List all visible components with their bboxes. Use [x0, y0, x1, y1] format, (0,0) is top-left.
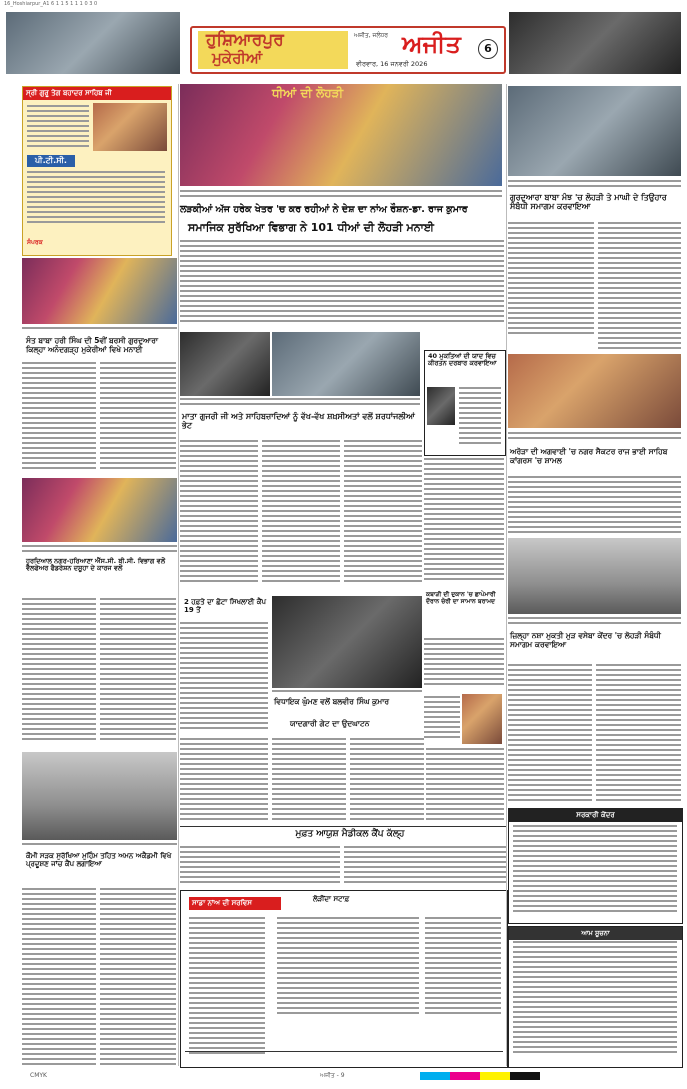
lead-photo: [180, 84, 502, 186]
right-top-photo: [508, 86, 681, 176]
left-story1-photo: [22, 258, 177, 324]
bottom-ad-divider: [185, 1051, 503, 1052]
center-story4-body: [424, 638, 504, 692]
ad-left-text-2: [27, 171, 165, 233]
left-story3-body-2: [100, 888, 176, 1068]
center-story3-caption: [272, 690, 422, 696]
center-story4-body-2: [424, 696, 460, 744]
ad-left: [22, 86, 172, 256]
box-story-photo: [427, 387, 455, 425]
lead-photo-caption: [180, 190, 502, 202]
right-bottom-notice-text: [513, 941, 677, 1061]
center-story3-body-3: [426, 748, 504, 824]
masthead-title-line1: ਹੁਸ਼ਿਆਰਪੁਰ: [206, 30, 284, 50]
masthead-right-photo: [509, 12, 681, 74]
right-story3-body-2: [596, 664, 681, 804]
left-story2-body-2: [100, 598, 176, 744]
masthead-left-photo: [6, 12, 180, 74]
center-photos-caption: [180, 398, 420, 408]
ad-left-title: ਸ੍ਰੀ ਗੁਰੂ ਤੇਗ ਬਹਾਦਰ ਸਾਹਿਬ ਜੀ: [23, 87, 171, 100]
print-slug: 16_Hoshiarpur_A1 6 1 1 5 1 1 1 0 3 0: [4, 1, 98, 7]
left-story2-headline: ਹਰਦਿਆਲ ਨਗਰ-ਹਰਿਆਣਾ ਐੱਸ.ਸੀ. ਬੀ.ਸੀ. ਵਿਭਾਗ ਵਲੋਂ ਵੈੱਲਫੇਅਰ ਫੈਡਰੇਸ਼ਨ ਦਸੂਹਾ ਦੇ ਕਾਰਜ ਵਲੋਂ: [26, 557, 166, 573]
ad-left-footer: ਸੰਪਰਕ: [27, 239, 43, 246]
center-story3-body-2: [350, 738, 424, 824]
left-story1-body: [22, 362, 96, 474]
left-story3-body: [22, 888, 96, 1068]
bottom-ad-subtitle: ਲੋੜੀਂਦਾ ਸਟਾਫ਼: [313, 895, 350, 903]
lead-headline: ਲੜਕੀਆਂ ਅੱਜ ਹਰੇਕ ਖੇਤਰ 'ਚ ਕਰ ਰਹੀਆਂ ਨੇ ਦੇਸ਼ ਦਾ ਨਾਂਅ ਰੌਸ਼ਨ-ਡਾ. ਰਾਜ ਕੁਮਾਰ: [180, 204, 468, 215]
right-story3-headline: ਜ਼ਿਲ੍ਹਾ ਨਸ਼ਾ ਮੁਕਤੀ ਮੁੜ ਵਸੇਬਾ ਕੇਂਦਰ 'ਚ ਲੋਹੜੀ ਸੰਬੰਧੀ ਸਮਾਗਮ ਕਰਵਾਇਆ: [510, 631, 661, 649]
lead-body: [180, 240, 504, 324]
box-story: [424, 350, 506, 456]
column-rule-right: [506, 84, 507, 1066]
left-story2-photo: [22, 478, 177, 542]
right-story-photo-2: [508, 354, 681, 428]
box-story-body: [459, 387, 501, 451]
small-story-headline: 2 ਹਫ਼ਤੇ ਦਾ ਛੋਟਾ ਸਿਖਲਾਈ ਕੈਂਪ 19 ਤੋਂ: [184, 598, 267, 615]
footer-color-bar: [420, 1072, 540, 1080]
bottom-ad-left-text: [189, 917, 265, 1057]
center-story4-headline: ਕਬਾੜੀ ਦੀ ਦੁਕਾਨ 'ਚ ਛਾਪੇਮਾਰੀ ਦੌਰਾਨ ਚੋਰੀ ਦਾ ਸਾਮਾਨ ਬਰਾਮਦ: [426, 591, 496, 605]
right-bottom-notice: [508, 926, 683, 1068]
right-top-body: [508, 222, 594, 340]
bottom-ad-right-text: [425, 917, 501, 1017]
right-notice-text: [513, 825, 677, 917]
left-story1-headline: ਸੰਤ ਬਾਬਾ ਹਰੀ ਸਿੰਘ ਦੀ 5ਵੀਂ ਬਰਸੀ ਗੁਰਦੁਆਰਾ ਕਿਲ੍ਹਾ ਅਨੰਦਗੜ੍ਹ ਮੁਕੇਰੀਆਂ ਵਿਖੇ ਮਨਾਈ: [26, 336, 158, 354]
bottom-story-body: [180, 846, 340, 886]
right-story2-headline: ਅਰੋੜਾ ਦੀ ਅਗਵਾਈ 'ਚ ਨਗਰ ਸੈਕਟਰ ਰਾਜ ਭਾਈ ਸਾਹਿਬ ਕਾਂਗਰਸ 'ਚ ਸ਼ਾਮਲ: [510, 447, 668, 465]
masthead-title-bg: [198, 31, 348, 69]
center-story3-body: [272, 738, 346, 824]
right-notice: [508, 808, 683, 924]
center-photo-1: [180, 332, 270, 396]
right-story3-body: [508, 664, 592, 804]
left-story3-headline: ਕੌਮੀ ਸੜਕ ਸੁਰੱਖਿਆ ਮੁਹਿੰਮ ਤਹਿਤ ਅਮਨ ਅਕੈਡਮੀ ਵਿਖੇ ਪ੍ਰਦੂਸ਼ਣ ਜਾਂਚ ਕੈਂਪ ਲਗਾਇਆ: [26, 852, 172, 869]
lead-photo-banner: ਧੀਆਂ ਦੀ ਲੋਹੜੀ: [272, 86, 344, 100]
bottom-ad-title: ਸਾਡਾ ਨਾਂਅ ਦੀ ਸਰਵਿਸ: [189, 897, 281, 910]
masthead-date: ਵੀਰਵਾਰ, 16 ਜਨਵਰੀ 2026: [356, 60, 428, 68]
bottom-ad: [180, 890, 508, 1068]
footer-left: CMYK: [30, 1072, 47, 1079]
center-story3-headline: ਵਿਧਾਇਕ ਘੁੰਮਣ ਵਲੋਂ ਬਲਵੀਰ ਸਿੰਘ ਕੁਮਾਰ: [274, 697, 390, 706]
bottom-story-rule: [180, 826, 506, 827]
left-story2-body: [22, 598, 96, 744]
right-top-body-2: [598, 222, 681, 352]
masthead: [190, 26, 506, 74]
bottom-ad-middle-text: [277, 917, 419, 1017]
left-story2-caption: [22, 545, 177, 555]
center-story4-photo: [462, 694, 502, 744]
right-story-photo-2-caption: [508, 432, 681, 442]
right-story2-body: [508, 476, 681, 534]
column-rule-left: [178, 84, 179, 1066]
masthead-title-line2: ਮੁਕੇਰੀਆਂ: [212, 49, 263, 67]
masthead-brand: ਅਜੀਤ: [402, 30, 461, 58]
center-story2-body-2: [262, 440, 340, 586]
small-story-body-2: [180, 738, 268, 824]
left-story3-photo: [22, 752, 177, 840]
ad-left-text: [27, 105, 89, 153]
bottom-story-body-2: [344, 846, 506, 886]
center-photo-2: [272, 332, 420, 396]
right-story2-photo: [508, 538, 681, 614]
center-story2-headline: ਮਾਤਾ ਗੁਜਰੀ ਜੀ ਅਤੇ ਸਾਹਿਬਜ਼ਾਦਿਆਂ ਨੂੰ ਵੱਖ-ਵੱਖ ਸ਼ਖ਼ਸੀਅਤਾਂ ਵਲੋਂ ਸ਼ਰਧਾਂਜਲੀਆਂ ਭੇਟ: [182, 412, 415, 431]
left-story1-body-2: [100, 362, 176, 474]
ad-left-badge: ਪੀ.ਟੀ.ਸੀ.: [27, 155, 75, 167]
left-story1-caption: [22, 327, 177, 333]
lead-subheadline: ਸਮਾਜਿਕ ਸੁਰੱਖਿਆ ਵਿਭਾਗ ਨੇ 101 ਧੀਆਂ ਦੀ ਲੋਹੜੀ ਮਨਾਈ: [188, 221, 434, 234]
right-top-caption: [508, 180, 681, 190]
right-story2-caption: [508, 617, 681, 627]
center-story2-body-4: [424, 458, 504, 586]
right-top-headline: ਗੁਰਦੁਆਰਾ ਬਾਬਾ ਮੰਝ 'ਚ ਲੋਹੜੀ ਤੇ ਮਾਘੀ ਦੇ ਤਿਉਹਾਰ ਸੰਬੰਧੀ ਸਮਾਗਮ ਕਰਵਾਇਆ: [510, 193, 667, 212]
ad-left-photo: [93, 103, 167, 151]
masthead-brand-prefix: ਅਜੀਤ, ਜਲੰਧਰ: [354, 32, 389, 39]
right-bottom-notice-title: ਆਮ ਸੂਚਨਾ: [509, 927, 682, 940]
right-notice-title: ਸਰਕਾਰੀ ਕੇਂਦਰ: [509, 809, 682, 822]
box-story-headline: 40 ਮੁਕਤਿਆਂ ਦੀ ਯਾਦ ਵਿਚ ਕੀਰਤਨ ਦਰਬਾਰ ਕਰਵਾਇਆ: [428, 352, 497, 368]
left-story3-caption: [22, 843, 177, 849]
page-number: 6: [478, 39, 498, 59]
small-story-body: [180, 622, 268, 734]
center-story2-body: [180, 440, 258, 586]
footer-right: ਅਜੀਤ - 9: [320, 1072, 345, 1079]
center-story3-subheadline: ਯਾਦਗਾਰੀ ਗੇਟ ਦਾ ਉਦਘਾਟਨ: [290, 719, 370, 728]
bottom-story-headline: ਮੁਫ਼ਤ ਆਯੁਸ਼ ਮੈਡੀਕਲ ਕੈਂਪ ਕੱਲ੍ਹ: [295, 829, 405, 839]
center-story2-body-3: [344, 440, 422, 586]
center-story3-photo: [272, 596, 422, 688]
